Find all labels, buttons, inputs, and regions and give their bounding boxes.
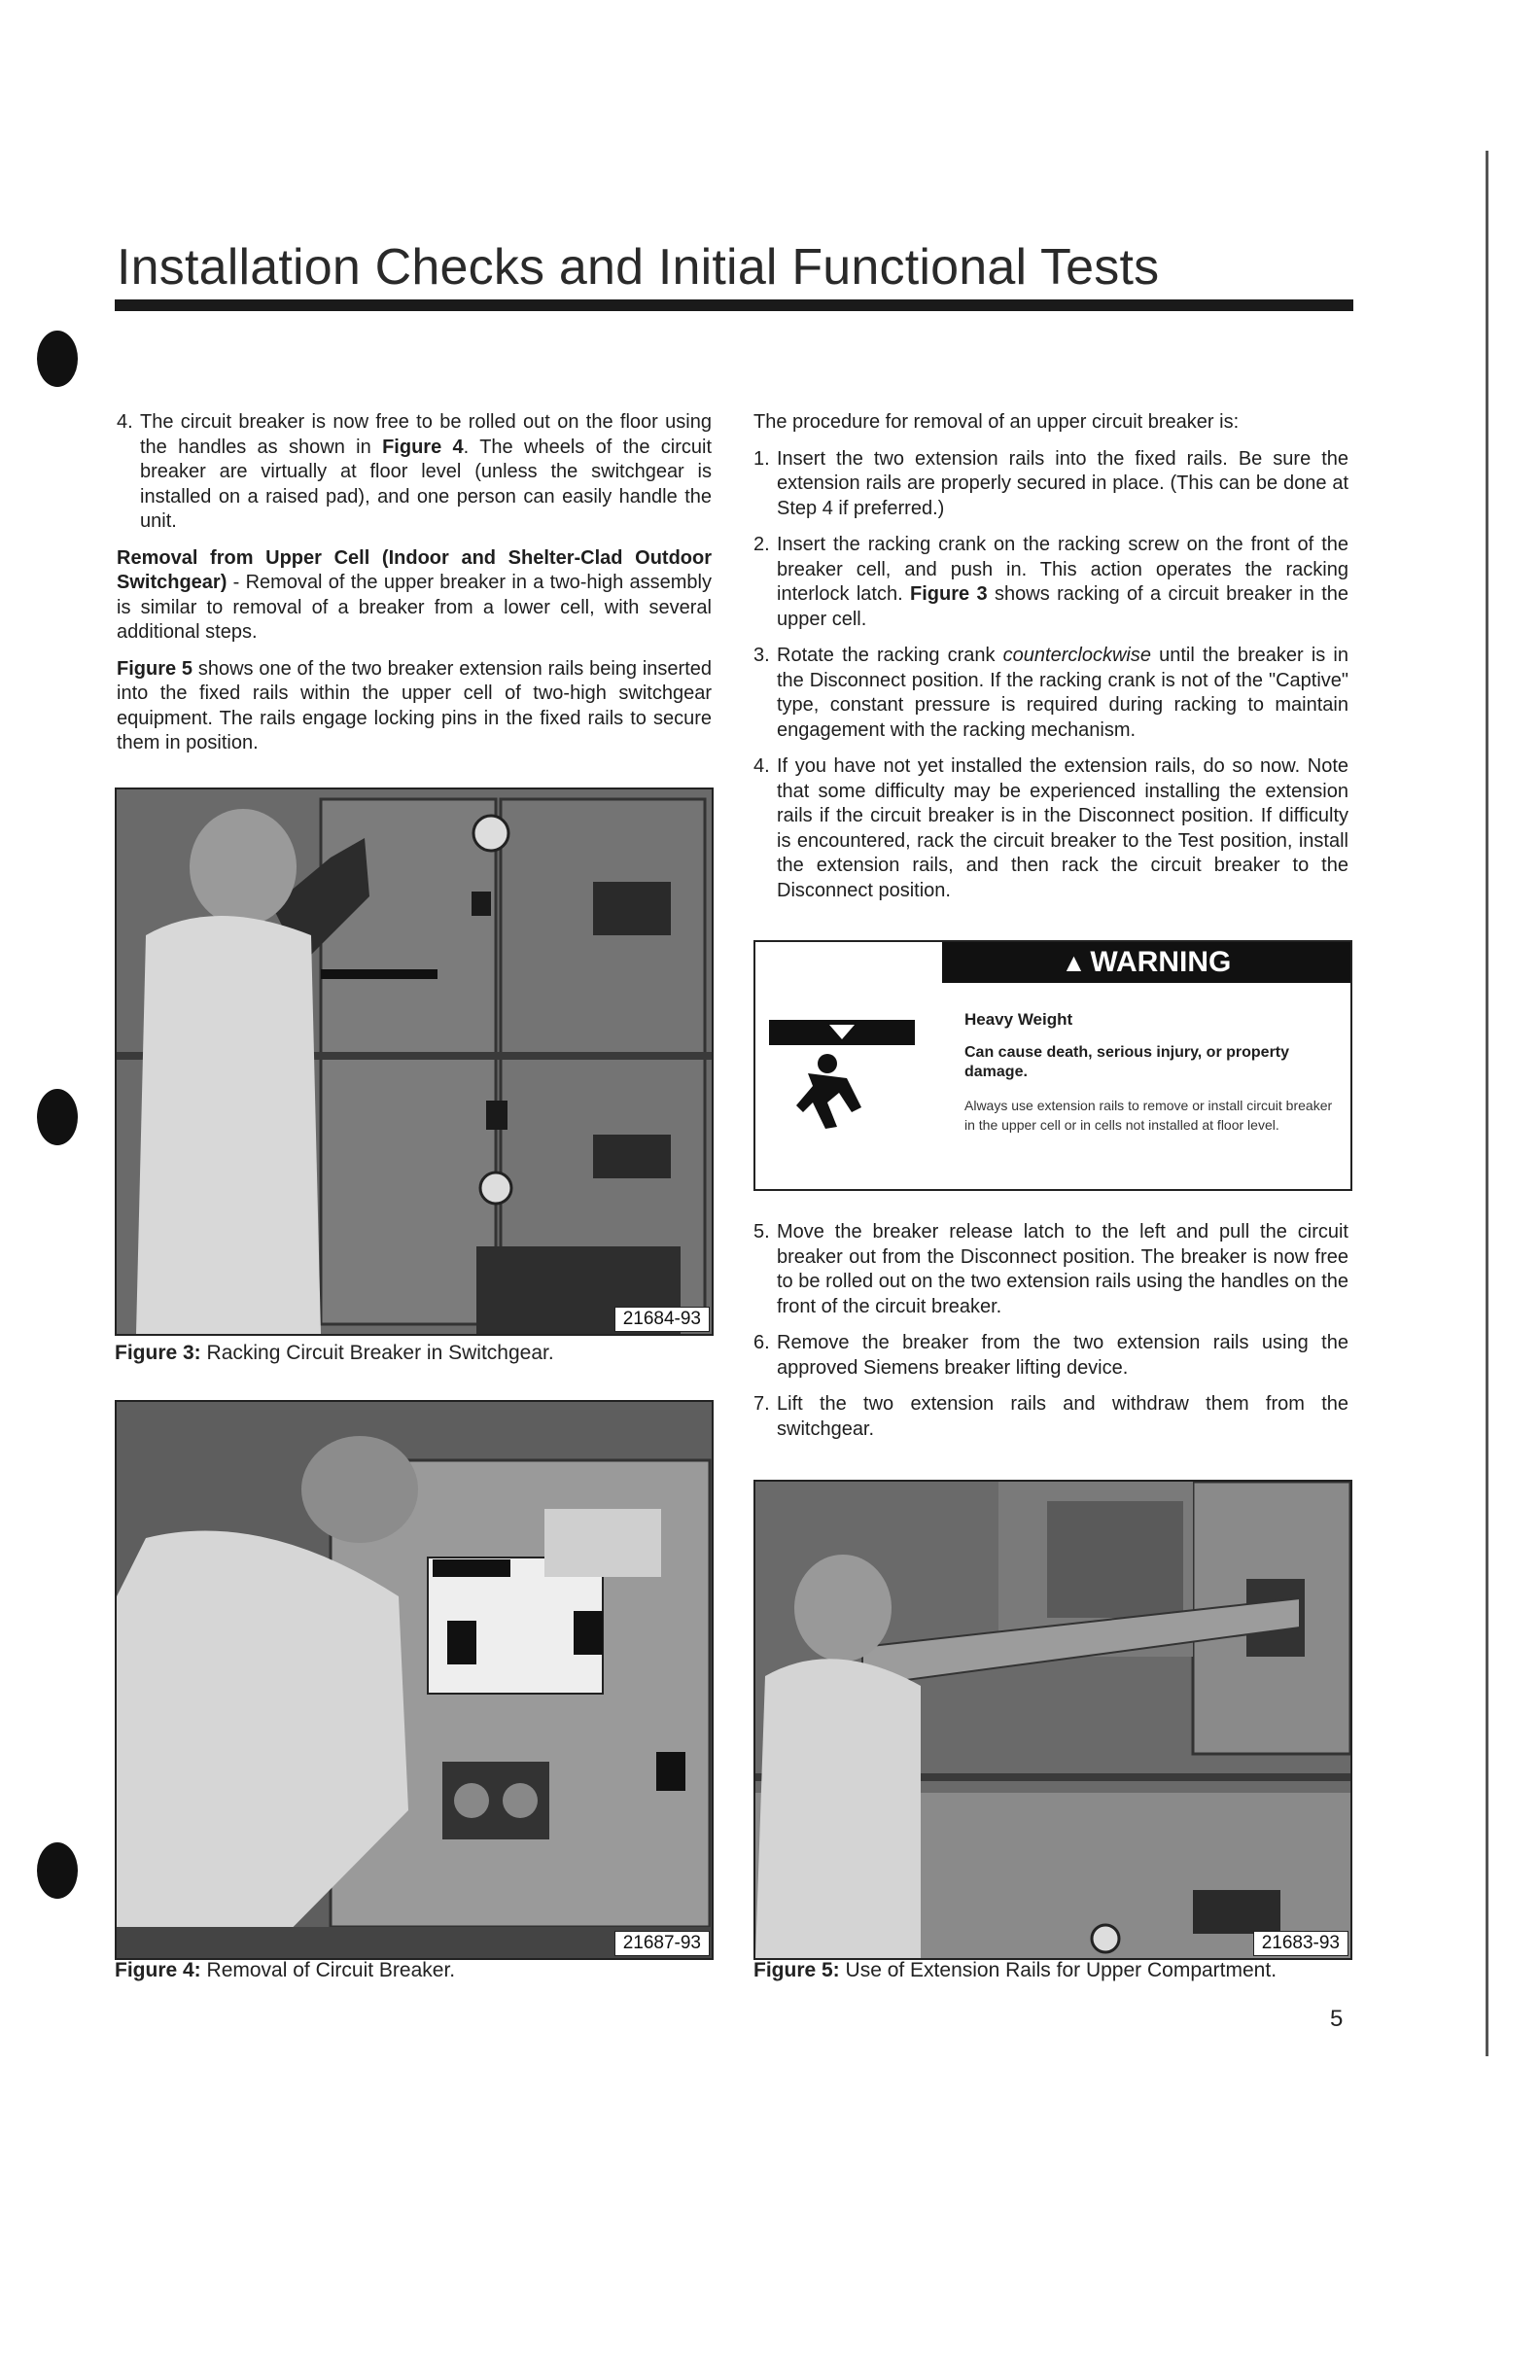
list-item: 3. Rotate the racking crank counterclockwise until the breaker is in the Disconnect position. If the racking crank is not of the "Captive" type, constant pressure is required during racking to maintain engagement with the racking mechanism. [753, 645, 1348, 741]
figure-4-caption: Figure 4: Removal of Circuit Breaker. [115, 1959, 456, 1981]
page-title: Installation Checks and Initial Functional Tests [117, 239, 1160, 296]
binder-hole-middle [37, 1089, 78, 1145]
photo-id-label: 21687-93 [614, 1931, 710, 1956]
figure-3-caption: Figure 3: Racking Circuit Breaker in Switchgear. [115, 1342, 554, 1364]
procedure-intro: The procedure for removal of an upper circuit breaker is: [753, 411, 1240, 433]
right-column-continued [753, 1220, 1348, 1453]
warning-instruction: Always use extension rails to remove or install circuit breaker in the upper cell or in cells not installed at floor level. [964, 1098, 1333, 1133]
figure-4-photo [115, 1400, 714, 1960]
figure-ref: Figure 4 [382, 436, 464, 458]
right-column [753, 410, 1348, 915]
photo-id-label: 21684-93 [614, 1307, 710, 1332]
binder-hole-bottom [37, 1842, 78, 1899]
title-rule [115, 299, 1353, 311]
warning-hazard: Can cause death, serious injury, or property damage. [964, 1044, 1290, 1080]
falling-weight-icon [769, 1020, 915, 1137]
page-number: 5 [1330, 2006, 1344, 2032]
list-item: 4. The circuit breaker is now free to be rolled out on the floor using the handles as shown in Figure 4. The wheels of the circuit breaker are virtually at floor level (unless the switchgear is installed on a raised pad), and one person can easily handle the unit. [117, 411, 713, 532]
warning-header: ▲ WARNING [942, 942, 1350, 983]
figure-5-caption: Figure 5: Use of Extension Rails for Upper Compartment. [753, 1959, 1278, 1981]
section-heading: Removal from Upper Cell (Indoor and Shelter-Clad Outdoor Switchgear) [117, 546, 712, 593]
warning-title: Heavy Weight [964, 1010, 1073, 1029]
list-item: 7. Lift the two extension rails and withdraw them from the switchgear. [753, 1393, 1348, 1440]
photo-id-label: 21683-93 [1253, 1931, 1348, 1956]
figure-ref: Figure 3 [910, 583, 988, 605]
figure-5-photo [753, 1480, 1352, 1960]
warning-text [964, 1010, 1339, 1135]
figure-ref: Figure 5 [117, 657, 193, 680]
warning-box [753, 940, 1352, 1191]
list-item: 4. If you have not yet installed the extension rails, do so now. Note that some difficulty may be experienced installing the extension rails if the circuit breaker is in the Disconnect position. If difficulty is encountered, rack the circuit breaker to the Test position, install the extension rails, and then rack the circuit breaker to the Disconnect position. [753, 755, 1348, 901]
binder-hole-top [37, 331, 78, 387]
list-item: 5. Move the breaker release latch to the left and pull the circuit breaker out from the Disconnect position. The breaker is now free to be rolled out on the two extension rails using the handles on the front of the circuit breaker. [753, 1221, 1348, 1317]
paragraph-upper-cell: Removal from Upper Cell (Indoor and Shelter-Clad Outdoor Switchgear) - Removal of the upper breaker in a two-high assembly is similar to removal of a breaker from a lower cell, with several additional steps. [117, 546, 712, 643]
list-item: 2. Insert the racking crank on the racking screw on the front of the breaker cell, and push in. This action operates the racking interlock latch. Figure 3 shows racking of a circuit breaker in the upper cell. [753, 534, 1349, 630]
paragraph-figure5: Figure 5 shows one of the two breaker extension rails being inserted into the fixed rails within the upper cell of two-high switchgear equipment. The rails engage locking pins in the fixed rails to secure them in position. [117, 657, 712, 753]
left-column [117, 410, 712, 768]
warning-triangle-icon: ▲ [1061, 948, 1087, 977]
figure-3-photo [115, 788, 714, 1336]
page-edge-line [1486, 151, 1488, 2056]
list-item: 6. Remove the breaker from the two extension rails using the approved Siemens breaker lifting device. [753, 1332, 1348, 1379]
list-item: 1. Insert the two extension rails into the fixed rails. Be sure the extension rails are properly secured in place. (This can be done at Step 4 if preferred.) [753, 447, 1348, 519]
